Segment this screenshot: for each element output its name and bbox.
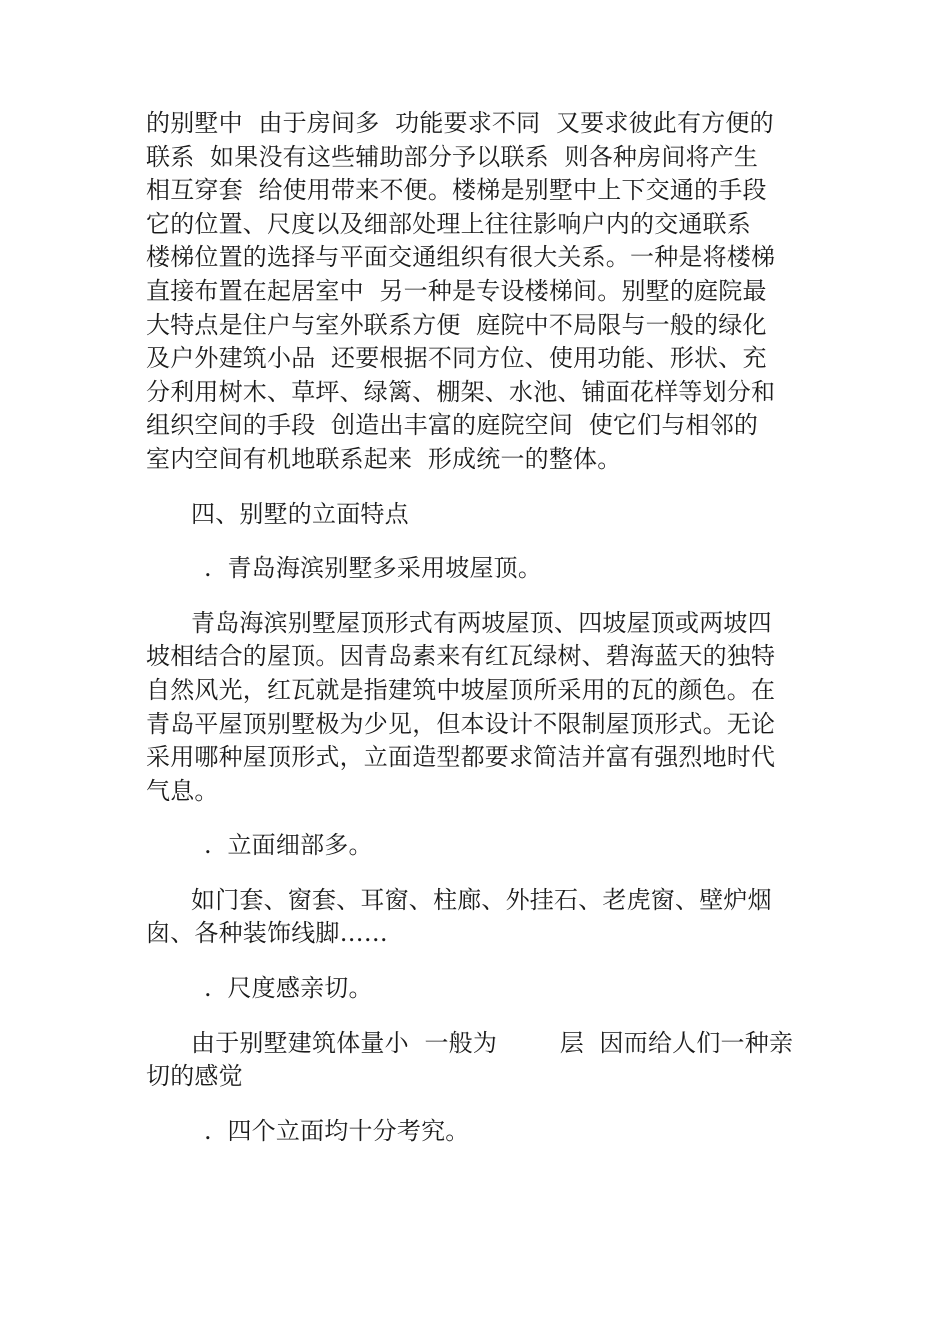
text-line: 及户外建筑小品 还要根据不同方位、使用功能、形状、充 xyxy=(146,344,767,373)
text-line: 青岛海滨别墅屋顶形式有两坡屋顶、四坡屋顶或两坡四 xyxy=(191,608,772,637)
text-line: 自然风光，红瓦就是指建筑中坡屋顶所采用的瓦的颜色。在 xyxy=(146,675,776,704)
text-line: 相互穿套 给使用带来不便。楼梯是别墅中上下交通的手段 xyxy=(146,176,767,205)
item-title: . 尺度感亲切。 xyxy=(204,974,373,1003)
paragraph-courtyard xyxy=(146,107,810,477)
text-line: 直接布置在起居室中 另一种是专设楼梯间。别墅的庭院最 xyxy=(146,276,767,305)
document-page xyxy=(146,107,810,1148)
text-line: 囱、各种装饰线脚…… xyxy=(146,919,388,948)
text-line: 分利用树木、草坪、绿篱、棚架、水池、铺面花样等划分和 xyxy=(146,377,776,406)
text-line: 它的位置、尺度以及细部处理上往往影响户内的交通联系 xyxy=(146,209,751,238)
text-line: 气息。 xyxy=(146,776,219,805)
text-line: 如门套、窗套、耳窗、柱廊、外挂石、老虎窗、壁炉烟 xyxy=(191,885,772,914)
text-line: 大特点是住户与室外联系方便 庭院中不局限与一般的绿化 xyxy=(146,310,767,339)
text-line: 的别墅中 由于房间多 功能要求不同 又要求彼此有方便的 xyxy=(146,109,774,137)
text-line: 坡相结合的屋顶。因青岛素来有红瓦绿树、碧海蓝天的独特 xyxy=(146,642,776,671)
item-title: . 四个立面均十分考究。 xyxy=(204,1116,470,1145)
item-title: . 立面细部多。 xyxy=(204,831,373,860)
text-line: 青岛平屋顶别墅极为少见，但本设计不限制屋顶形式。无论 xyxy=(146,709,776,738)
text-line: 组织空间的手段 创造出丰富的庭院空间 使它们与相邻的 xyxy=(146,411,759,440)
text-line: 切的感觉 xyxy=(146,1062,243,1091)
text-line: 楼梯位置的选择与平面交通组织有很大关系。一种是将楼梯 xyxy=(146,243,776,272)
paragraph-scale xyxy=(146,1027,810,1094)
section-heading: 四、别墅的立面特点 xyxy=(191,499,409,528)
paragraph-details xyxy=(146,884,810,951)
text-line: 采用哪种屋顶形式，立面造型都要求简洁并富有强烈地时代 xyxy=(146,743,776,772)
item-title: . 青岛海滨别墅多采用坡屋顶。 xyxy=(204,554,543,583)
text-line: 室内空间有机地联系起来 形成统一的整体。 xyxy=(146,444,622,473)
paragraph-roof xyxy=(146,607,810,809)
text-line: 由于别墅建筑体量小 一般为 层 因而给人们一种亲 xyxy=(191,1028,794,1057)
text-line: 联系 如果没有这些辅助部分予以联系 则各种房间将产生 xyxy=(146,142,759,171)
